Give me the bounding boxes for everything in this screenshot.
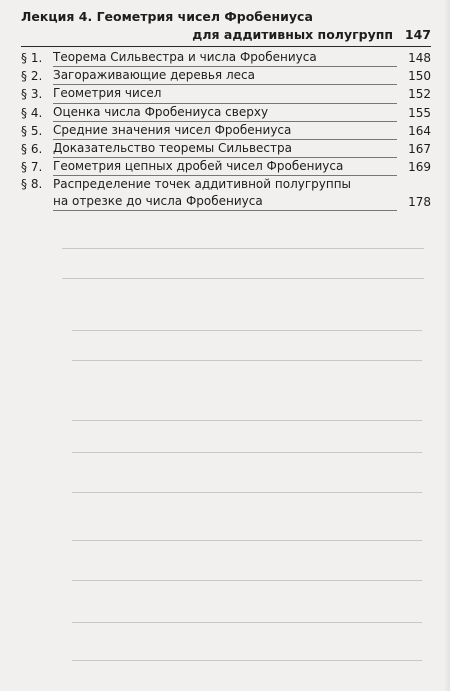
heading-rule [21, 46, 431, 47]
section-number: § 6. [21, 142, 43, 157]
section-title-line2: на отрезке до числа Фробениуса [53, 193, 397, 211]
section-title: Оценка числа Фробениуса сверху [53, 104, 397, 122]
toc-entry [21, 176, 431, 211]
lecture-heading-line2 [21, 26, 431, 44]
lecture-title-line1: Геометрия чисел Фробениуса [96, 9, 313, 24]
section-number: § 5. [21, 123, 43, 138]
section-title: Доказательство теоремы Сильвестра [53, 140, 397, 158]
section-page: 178 [408, 195, 431, 210]
section-number: § 8. [21, 177, 43, 192]
section-title: Загораживающие деревья леса [53, 67, 397, 85]
lecture-label: Лекция 4. [21, 9, 93, 24]
section-title: Геометрия чисел [53, 85, 397, 103]
section-number: § 3. [21, 87, 43, 102]
section-number: § 4. [21, 105, 43, 120]
section-page: 164 [408, 123, 431, 138]
section-number: § 1. [21, 51, 43, 65]
toc-entry [21, 85, 431, 103]
section-title: Теорема Сильвестра и числа Фробениуса [53, 49, 397, 67]
toc-entry [21, 104, 431, 122]
lecture-page-number: 147 [404, 27, 431, 42]
lecture-heading [21, 8, 431, 44]
lecture-title-line2: для аддитивных полугрупп [192, 27, 393, 42]
toc-entry [21, 67, 431, 85]
section-page: 167 [408, 142, 431, 157]
section-number: § 2. [21, 69, 43, 84]
section-page: 152 [408, 87, 431, 102]
section-title [53, 176, 397, 211]
section-page: 155 [408, 105, 431, 120]
toc-entry [21, 140, 431, 158]
section-title: Геометрия цепных дробей чисел Фробениуса [53, 158, 397, 176]
section-number: § 7. [21, 160, 43, 175]
page-edge-shadow [444, 0, 450, 691]
section-title: Средние значения чисел Фробениуса [53, 122, 397, 140]
section-page: 148 [408, 51, 431, 65]
toc-entry [21, 158, 431, 176]
table-of-contents [21, 8, 431, 211]
section-page: 150 [408, 69, 431, 84]
toc-entry [21, 49, 431, 67]
lecture-heading-line1 [21, 8, 431, 26]
toc-entry [21, 122, 431, 140]
section-page: 169 [408, 160, 431, 175]
section-title-line1: Распределение точек аддитивной полугруппы [53, 177, 352, 192]
